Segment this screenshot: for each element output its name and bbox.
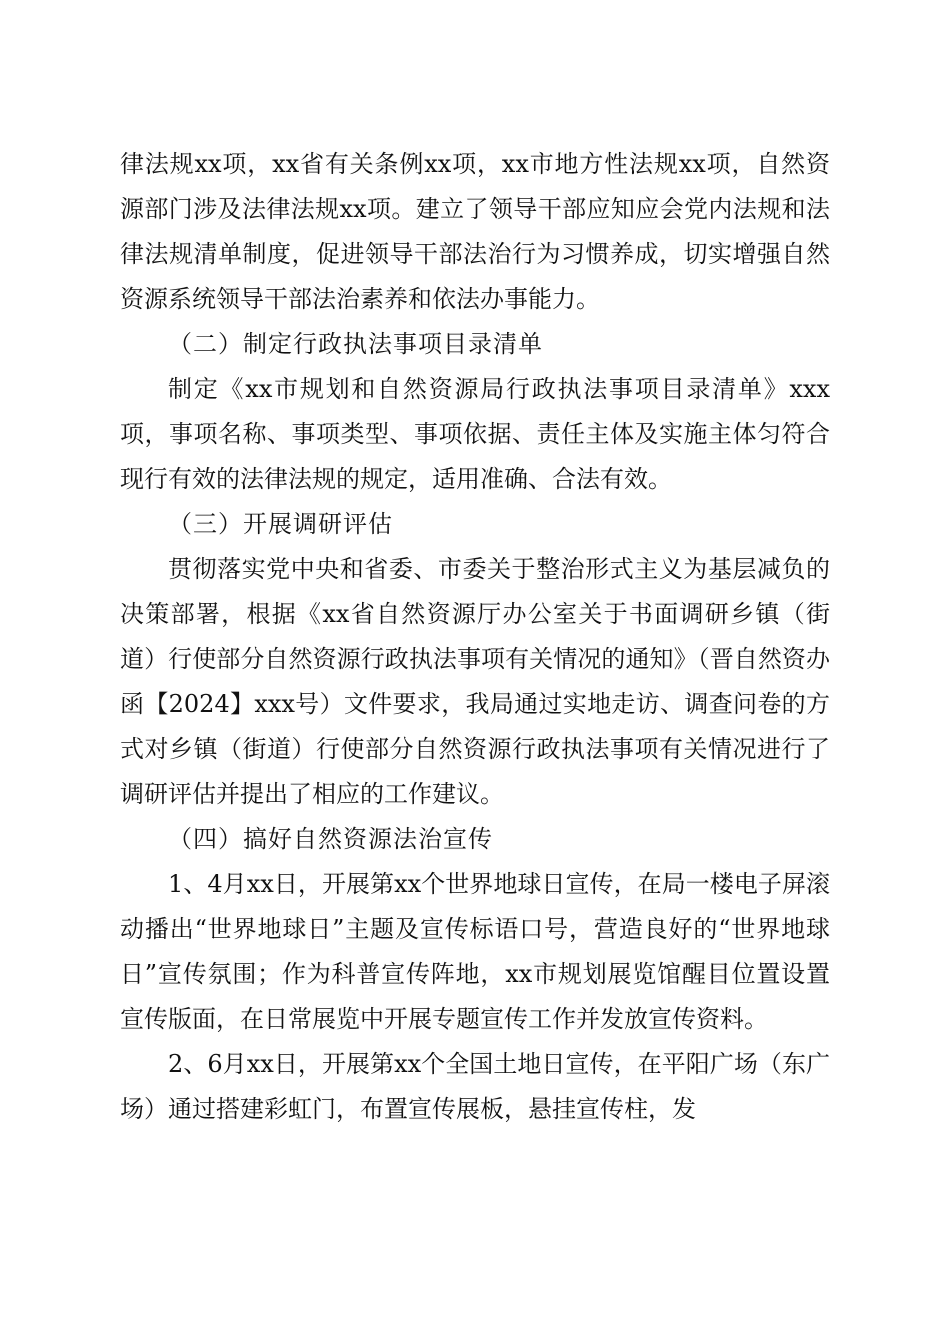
body-paragraph-3: 贯彻落实党中央和省委、市委关于整治形式主义为基层减负的决策部署，根据《xx省自然资源厅办公室关于书面调研乡镇（街道）行使部分自然资源行政执法事项有关情况的通知》（晋自然资办函【2024】xxx号）文件要求，我局通过实地走访、调查问卷的方式对乡镇（街道）行使部分自然资源行政执法事项有关情况进行了调研评估并提出了相应的工作建议。 (120, 555, 830, 808)
document-page (120, 142, 830, 1132)
body-paragraph-5: 2、6月xx日，开展第xx个全国土地日宣传，在平阳广场（东广场）通过搭建彩虹门，布置宣传展板，悬挂宣传柱，发 (120, 1050, 830, 1123)
section-heading-3: （三）开展调研评估 (168, 510, 393, 538)
body-paragraph-2: 制定《xx市规划和自然资源局行政执法事项目录清单》xxx项，事项名称、事项类型、事项依据、责任主体及实施主体匀符合现行有效的法律法规的规定，适用准确、合法有效。 (120, 375, 830, 493)
body-paragraph-4: 1、4月xx日，开展第xx个世界地球日宣传，在局一楼电子屏滚动播出“世界地球日”主题及宣传标语口号，营造良好的“世界地球日”宣传氛围；作为科普宣传阵地，xx市规划展览馆醒目位置设置宣传版面，在日常展览中开展专题宣传工作并发放宣传资料。 (120, 870, 830, 1033)
section-heading-2: （二）制定行政执法事项目录清单 (168, 330, 543, 358)
section-heading-4: （四）搞好自然资源法治宣传 (168, 825, 493, 853)
body-paragraph-1: 律法规xx项，xx省有关条例xx项，xx市地方性法规xx项，自然资源部门涉及法律法规xx项。建立了领导干部应知应会党内法规和法律法规清单制度，促进领导干部法治行为习惯养成，切实增强自然资源系统领导干部法治素养和依法办事能力。 (120, 150, 830, 313)
